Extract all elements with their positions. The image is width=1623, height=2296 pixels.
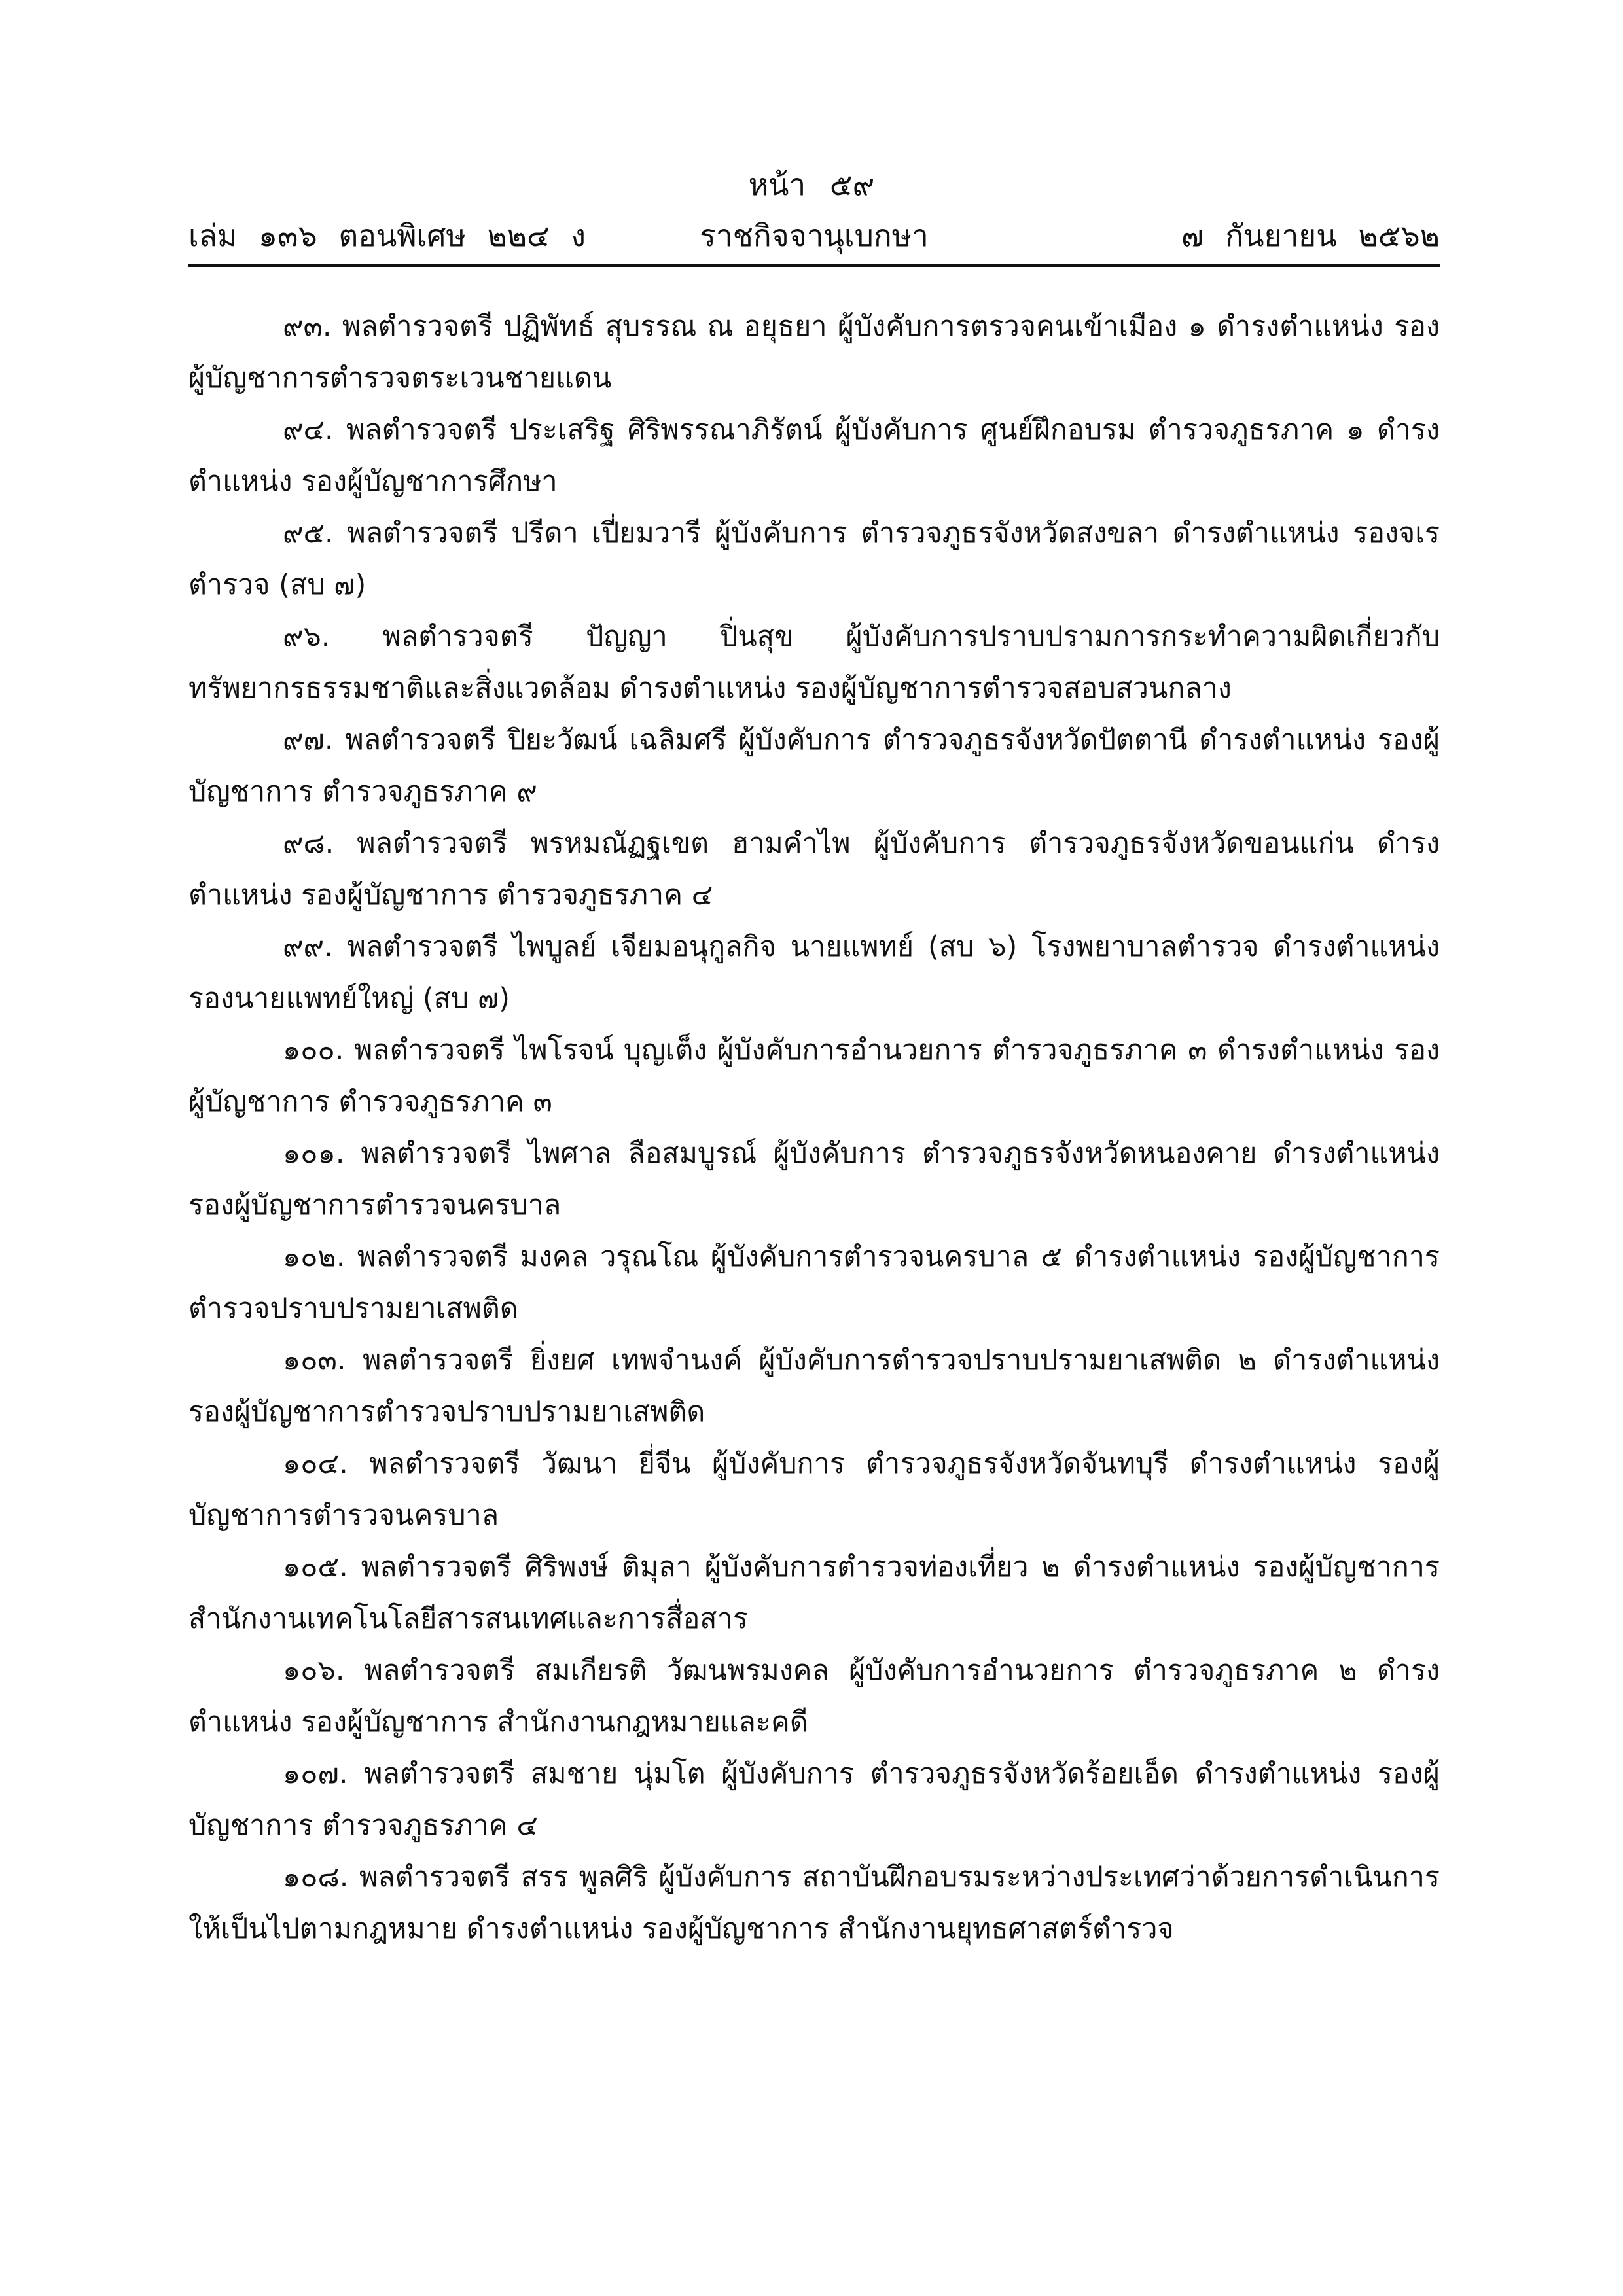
item-text: พลตำรวจตรี วัฒนา ยี่จีน ผู้บังคับการ ตำรวจภูธรจังหวัดจันทบุรี ดำรงตำแหน่ง รองผู้บัญชาการตำรวจนครบาล xyxy=(188,1447,1440,1532)
item-text: พลตำรวจตรี ไพโรจน์ บุญเต็ง ผู้บังคับการอำนวยการ ตำรวจภูธรภาค ๓ ดำรงตำแหน่ง รองผู้บัญชาการ ตำรวจภูธรภาค ๓ xyxy=(188,1034,1440,1118)
item-text: พลตำรวจตรี พรหมณัฏฐเขต ฮามคำไพ ผู้บังคับการ ตำรวจภูธรจังหวัดขอนแก่น ดำรงตำแหน่ง รองผู้บัญชาการ ตำรวจภูธรภาค ๔ xyxy=(188,827,1440,911)
item-text: พลตำรวจตรี ไพศาล ลือสมบูรณ์ ผู้บังคับการ ตำรวจภูธรจังหวัดหนองคาย ดำรงตำแหน่ง รองผู้บัญชาการตำรวจนครบาล xyxy=(188,1137,1440,1222)
issue-info: เล่ม ๑๓๖ ตอนพิเศษ ๒๒๔ ง xyxy=(188,218,586,253)
item-number: ๑๐๔. xyxy=(283,1447,348,1480)
list-item xyxy=(188,1748,1440,1852)
item-text: พลตำรวจตรี ปฏิพัทธ์ สุบรรณ ณ อยุธยา ผู้บังคับการตรวจคนเข้าเมือง ๑ ดำรงตำแหน่ง รองผู้บัญชาการตำรวจตระเวนชายแดน xyxy=(188,310,1440,395)
item-number: ๑๐๗. xyxy=(283,1757,348,1790)
issue-date: ๗ กันยายน ๒๕๖๒ xyxy=(1181,218,1440,253)
item-number: ๑๐๕. xyxy=(283,1551,348,1583)
header-divider xyxy=(188,264,1440,267)
item-number: ๙๗. xyxy=(283,724,334,756)
list-item xyxy=(188,404,1440,508)
item-text: พลตำรวจตรี มงคล วรุณโณ ผู้บังคับการตำรวจนครบาล ๕ ดำรงตำแหน่ง รองผู้บัญชาการตำรวจปราบปรามยาเสพติด xyxy=(188,1241,1440,1325)
item-text: พลตำรวจตรี สมชาย นุ่มโต ผู้บังคับการ ตำรวจภูธรจังหวัดร้อยเอ็ด ดำรงตำแหน่ง รองผู้บัญชาการ ตำรวจภูธรภาค ๔ xyxy=(188,1757,1440,1842)
list-item xyxy=(188,1025,1440,1128)
item-number: ๙๙. xyxy=(283,930,333,963)
list-item xyxy=(188,1542,1440,1645)
item-text: พลตำรวจตรี สรร พูลศิริ ผู้บังคับการ สถาบันฝึกอบรมระหว่างประเทศว่าด้วยการดำเนินการให้เป็นไปตามกฎหมาย ดำรงตำแหน่ง รองผู้บัญชาการ สำนักงานยุทธศาสตร์ตำรวจ xyxy=(188,1861,1440,1945)
item-number: ๙๓. xyxy=(283,310,332,343)
item-text: พลตำรวจตรี ปิยะวัฒน์ เฉลิมศรี ผู้บังคับการ ตำรวจภูธรจังหวัดปัตตานี ดำรงตำแหน่ง รองผู้บัญชาการ ตำรวจภูธรภาค ๙ xyxy=(188,724,1440,808)
item-text: พลตำรวจตรี ประเสริฐ ศิริพรรณาภิรัตน์ ผู้บังคับการ ศูนย์ฝึกอบรม ตำรวจภูธรภาค ๑ ดำรงตำแหน่ง รองผู้บัญชาการศึกษา xyxy=(188,414,1440,498)
item-number: ๙๔. xyxy=(283,414,334,446)
item-number: ๑๐๖. xyxy=(283,1654,345,1687)
list-item xyxy=(188,301,1440,404)
list-item xyxy=(188,508,1440,611)
list-item xyxy=(188,1645,1440,1748)
list-item xyxy=(188,818,1440,921)
item-number: ๑๐๓. xyxy=(283,1344,346,1377)
gazette-title: ราชกิจจานุเบกษา xyxy=(700,218,929,253)
item-text: พลตำรวจตรี ไพบูลย์ เจียมอนุกูลกิจ นายแพทย์ (สบ ๖) โรงพยาบาลตำรวจ ดำรงตำแหน่ง รองนายแพทย์ใหญ่ (สบ ๗) xyxy=(188,930,1440,1015)
item-number: ๑๐๒. xyxy=(283,1241,346,1273)
list-item xyxy=(188,1231,1440,1335)
item-text: พลตำรวจตรี ศิริพงษ์ ติมุลา ผู้บังคับการตำรวจท่องเที่ยว ๒ ดำรงตำแหน่ง รองผู้บัญชาการ สำนักงานเทคโนโลยีสารสนเทศและการสื่อสาร xyxy=(188,1551,1440,1635)
running-header xyxy=(188,216,1440,255)
item-text: พลตำรวจตรี ปัญญา ปิ่นสุข ผู้บังคับการปราบปรามการกระทำความผิดเกี่ยวกับทรัพยากรธรรมชาติและสิ่งแวดล้อม ดำรงตำแหน่ง รองผู้บัญชาการตำรวจสอบสวนกลาง xyxy=(188,620,1440,705)
item-number: ๙๖. xyxy=(283,620,330,653)
list-item xyxy=(188,1335,1440,1438)
list-item xyxy=(188,1852,1440,1955)
appointment-list xyxy=(188,301,1440,1955)
list-item xyxy=(188,1128,1440,1231)
item-number: ๑๐๑. xyxy=(283,1137,345,1170)
list-item xyxy=(188,611,1440,715)
item-number: ๙๘. xyxy=(283,827,334,860)
item-text: พลตำรวจตรี สมเกียรติ วัฒนพรมงคล ผู้บังคับการอำนวยการ ตำรวจภูธรภาค ๒ ดำรงตำแหน่ง รองผู้บัญชาการ สำนักงานกฎหมายและคดี xyxy=(188,1654,1440,1739)
list-item xyxy=(188,921,1440,1025)
item-number: ๑๐๐. xyxy=(283,1034,344,1067)
item-text: พลตำรวจตรี ปรีดา เปี่ยมวารี ผู้บังคับการ ตำรวจภูธรจังหวัดสงขลา ดำรงตำแหน่ง รองจเรตำรวจ (สบ ๗) xyxy=(188,517,1440,601)
list-item xyxy=(188,715,1440,818)
item-text: พลตำรวจตรี ยิ่งยศ เทพจำนงค์ ผู้บังคับการตำรวจปราบปรามยาเสพติด ๒ ดำรงตำแหน่ง รองผู้บัญชาการตำรวจปราบปรามยาเสพติด xyxy=(188,1344,1440,1428)
page-number: หน้า ๕๙ xyxy=(748,167,875,202)
list-item xyxy=(188,1438,1440,1542)
item-number: ๙๕. xyxy=(283,517,334,550)
item-number: ๑๐๘. xyxy=(283,1861,349,1894)
